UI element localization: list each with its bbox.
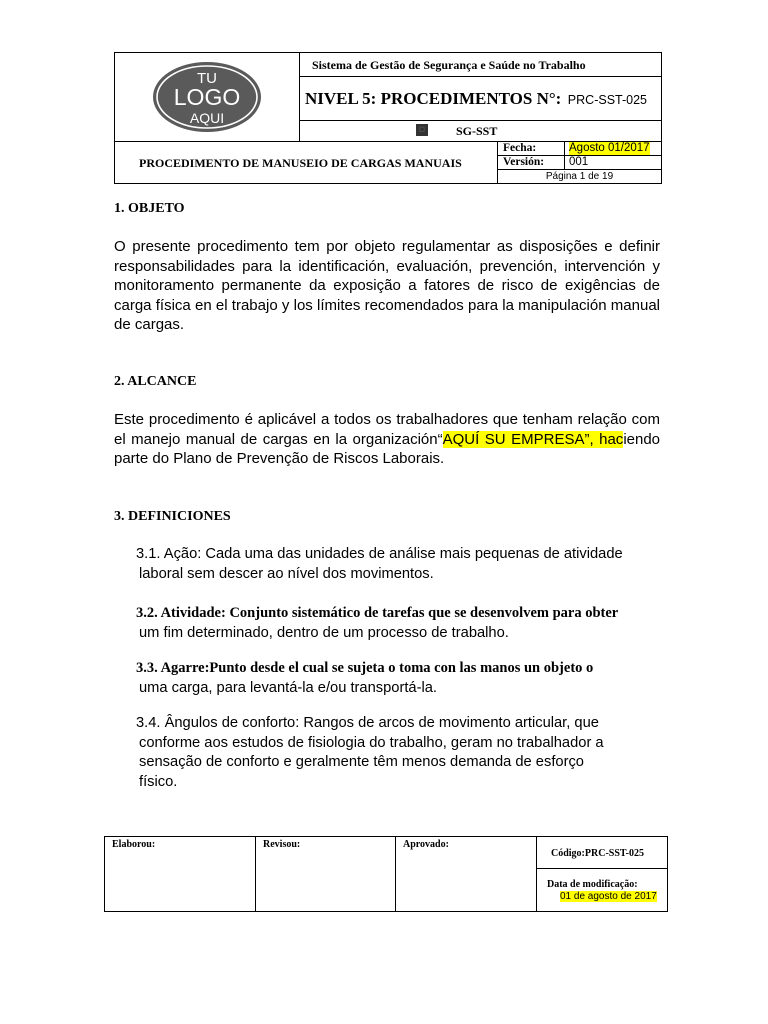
definition-3-3 (136, 659, 636, 698)
definition-3-3-rest: uma carga, para levantá-la e/ou transportá-la. (139, 679, 437, 696)
section-text-alcance (114, 410, 660, 469)
meta-cell (498, 142, 661, 184)
approval-footer-table (104, 836, 668, 912)
definition-3-1-first: 3.1. Ação: Cada uma das unidades de análise mais pequenas de atividade (136, 546, 623, 562)
modification-cell (536, 869, 667, 911)
alcance-text-part2: iendo parte do Plano de Prevenção de Riscos Laborais. (114, 430, 661, 467)
definition-3-1 (136, 545, 636, 584)
section-heading-alcance: 2. ALCANCE (114, 374, 197, 389)
level-title: NIVEL 5: PROCEDIMENTOS N°: (305, 89, 562, 108)
footer-code: Código:PRC-SST-025 (536, 837, 667, 869)
logo-text-aqui: AQUI (189, 110, 225, 126)
fecha-row (498, 142, 661, 156)
logo-text-tu: TU (197, 70, 217, 87)
definition-3-1-rest: laboral sem descer ao nível dos movimentos. (139, 565, 434, 582)
elaborou-cell: Elaborou: (105, 837, 256, 911)
revisou-cell: Revisou: (256, 837, 396, 911)
version-row (498, 156, 661, 170)
definition-3-2-rest: um fim determinado, dentro de um processo de trabalho. (139, 624, 509, 641)
sg-sst-label: SG-SST (456, 124, 498, 138)
system-name: Sistema de Gestão de Segurança e Saúde no Trabalho (300, 53, 661, 77)
section-text-objeto: O presente procedimento tem por objeto regulamentar as disposições e definir responsabilidades para la identificación, evaluación, prevención, intervención y monitoramento permanente da exposição a fatores de risco de exigências de carga física en el trabajo y los límites recomendados para la manipulación manual de cargas. (114, 238, 660, 333)
version-label: Versión: (498, 156, 565, 169)
company-logo (152, 61, 262, 133)
doc-title-cell (115, 142, 498, 184)
definition-3-4-rest: conforme aos estudos de fisiologia do trabalho, geram no trabalhador a sensação de conforto e geralmente têm menos demanda de esforço físico. (139, 734, 604, 790)
alcance-text-highlight: AQUÍ SU EMPRESA”, hac (442, 430, 624, 448)
small-image-icon: ◻ (416, 124, 428, 136)
logo-text-logo: LOGO (173, 84, 241, 110)
sg-row (300, 121, 661, 142)
level-row (300, 77, 661, 121)
page-row (498, 170, 661, 184)
doc-title: PROCEDIMENTO DE MANUSEIO DE CARGAS MANUAIS (139, 156, 462, 170)
alcance-text-part1: Este procedimento é aplicável a todos os trabalhadores que tenham relação com el manejo manual de cargas en la organización“ (114, 411, 660, 448)
definition-3-3-first: 3.3. Agarre:Punto desde el cual se sujeta o toma con las manos un objeto o (136, 660, 594, 676)
definition-3-2-first: 3.2. Atividade: Conjunto sistemático de tarefas que se desenvolvem para obter (136, 605, 619, 621)
aprovado-cell: Aprovado: (403, 839, 449, 850)
section-heading-definiciones: 3. DEFINICIONES (114, 509, 231, 524)
page-number: Página 1 de 19 (545, 171, 614, 182)
modification-date: 01 de agosto de 2017 (560, 891, 657, 902)
document-header-table (114, 52, 662, 184)
modification-label: Data de modificação: (547, 879, 638, 890)
version-value: 001 (569, 156, 589, 168)
definition-3-2 (136, 604, 636, 643)
definition-3-4 (136, 714, 626, 792)
fecha-label: Fecha: (498, 142, 565, 155)
section-heading-objeto: 1. OBJETO (114, 201, 185, 216)
procedure-code: PRC-SST-025 (567, 93, 647, 107)
fecha-value: Agosto 01/2017 (569, 142, 650, 154)
definition-3-4-first: 3.4. Ângulos de conforto: Rangos de arcos de movimento articular, que (136, 715, 599, 731)
logo-cell (115, 53, 300, 142)
